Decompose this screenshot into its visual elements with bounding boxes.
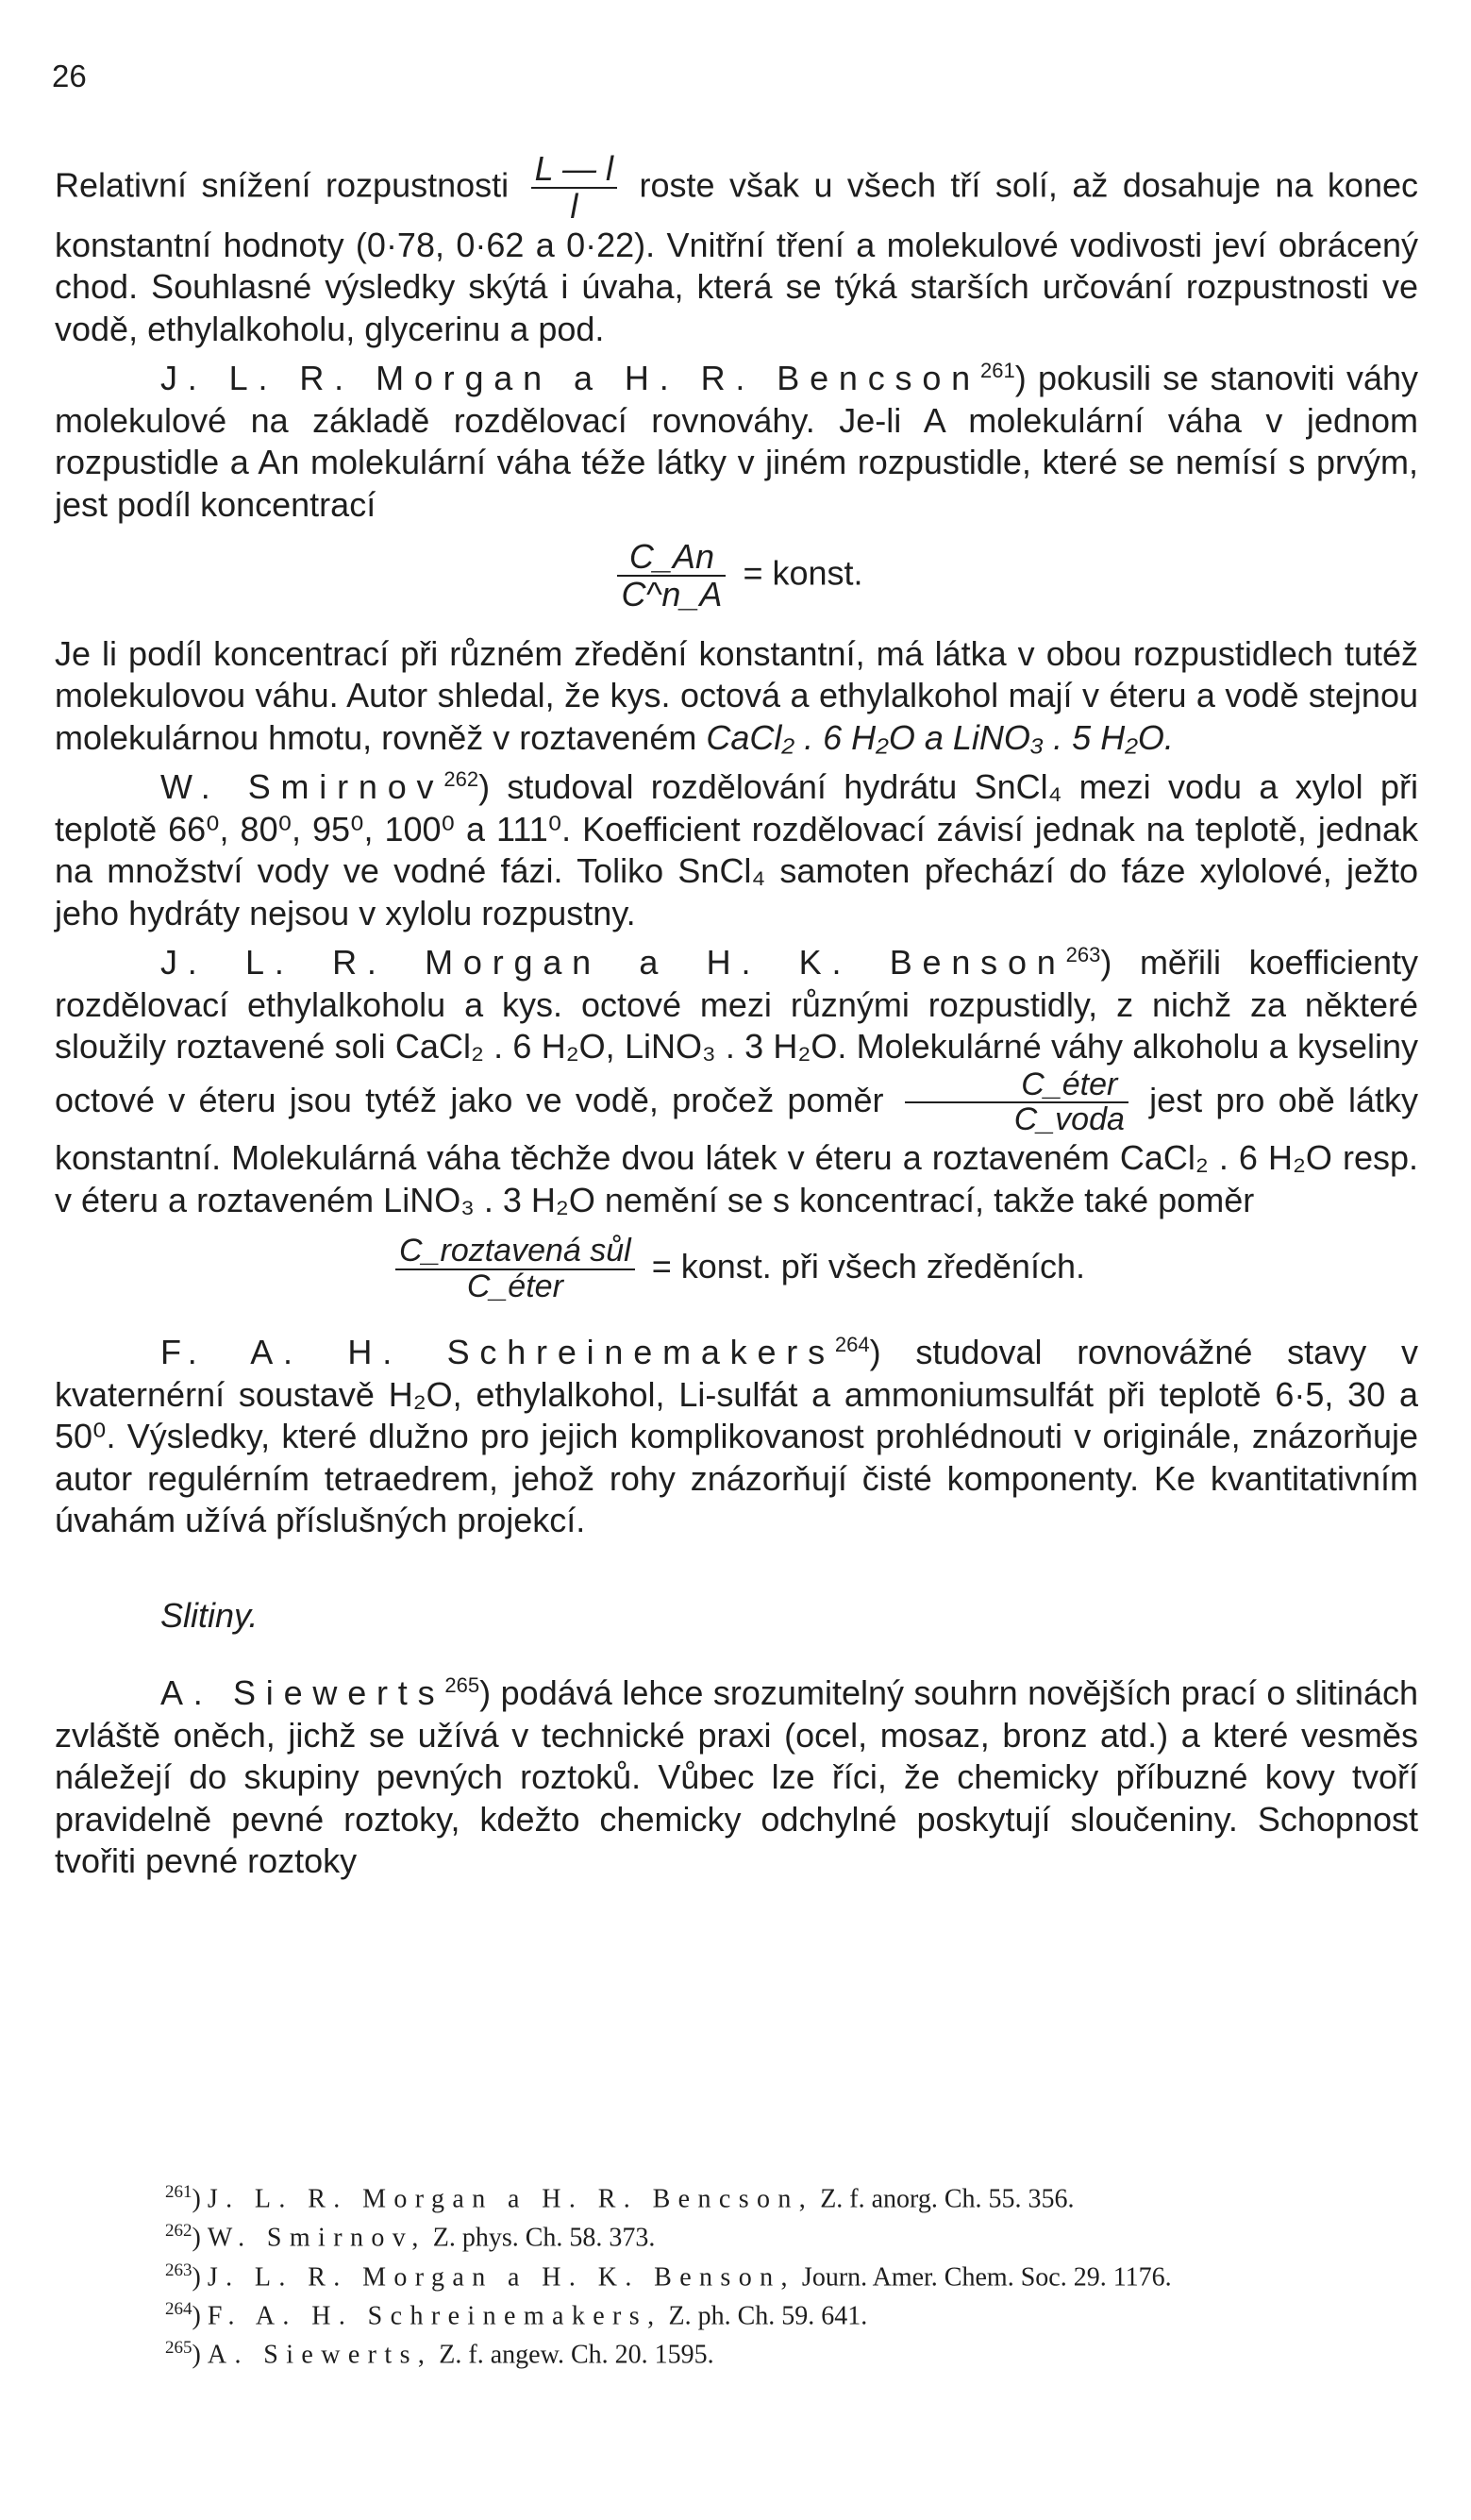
fraction-denominator: C_voda <box>1013 1101 1125 1138</box>
footnote-mark: 262 <box>165 2221 192 2242</box>
text-span: ) studoval rozdělování hydrátu SnCl₄ mezi vodu a xylol při teplotě 66⁰, 80⁰, 95⁰, 100⁰ a 111⁰. Koefficient rozdělovací závisí jednak na teplotě, jednak na množství vody ve vodné fázi. Toliko SnCl₄ samoten přechází do fáze xylolové, ježto jeho hydráty nejsou v xylolu rozpustny. <box>55 767 1418 932</box>
footnote-citation: Z. ph. Ch. 59. 641. <box>668 2301 868 2331</box>
footnote-citation: Journ. Amer. Chem. Soc. 29. 1176. <box>801 2261 1172 2292</box>
footnote-ref: 264 <box>834 1333 870 1357</box>
footnote-ref: 261 <box>979 359 1015 383</box>
author-names: J. L. R. Morgan a H. K. Benson <box>160 943 1066 983</box>
equation-numerator: C_An <box>617 539 726 577</box>
equation-denominator: C_éter <box>466 1268 563 1304</box>
paragraph-siewerts <box>55 1665 1418 1883</box>
footnote-citation: Z. f. anorg. Ch. 55. 356. <box>820 2184 1075 2214</box>
footnote: $^{262}$) W. Smirnov, Z. phys. Ch. 58. 373. <box>165 2221 656 2253</box>
author-names: J. L. R. Morgan a H. R. Bencson <box>160 359 980 398</box>
text-span: ) podává lehce srozumitelný souhrn novějších prací o slitinách zvláště oněch, jichž se užívá v technické praxi (ocel, mosaz, bronz atd.) a které vesměs náležejí do skupiny pevných roztoků. Vůbec lze říci, že chemicky příbuzné kovy tvoří pravidelně pevné roztoky, kdežto chemicky odchylné poskytují sloučeniny. Schopnost tvořiti pevné roztoky <box>55 1673 1418 1881</box>
text-span: Je li podíl koncentrací při různém zředění konstantní, má látka v obou rozpustidlech tutéž molekulovou váhu. Autor shledal, že kys. octová a ethylalkohol mají v éteru a vodě stejnou molekulárnou hmotu, rovněž v roztaveném <box>55 633 1418 757</box>
equation-concentration-ratio <box>55 539 1418 613</box>
footnote-ref: 265 <box>444 1673 480 1698</box>
footnote-authors: W. Smirnov, <box>207 2223 426 2253</box>
equation-rhs: = konst. při všech zředěních. <box>651 1247 1085 1286</box>
page-number: 26 <box>52 59 87 93</box>
body-text <box>55 151 1418 1883</box>
paragraph-morgan-benson <box>55 934 1418 1221</box>
footnote-authors: F. A. H. Schreinemakers, <box>207 2301 662 2331</box>
text-span: Relativní snížení rozpustnosti <box>55 165 510 205</box>
footnotes <box>165 2176 1420 2372</box>
text-span: roste však u všech tří solí, až dosahuje na konec konstantní hodnoty (0·78, 0·62 a 0·22). Vnitřní tření a molekulové vodivosti jeví obrácený chod. Souhlasné výsledky skýtá i úvaha, která se týká starších určování rozpustnosti ve vodě, ethylalkoholu, glycerinu a pod. <box>55 165 1418 348</box>
equation-rhs: = konst. <box>743 553 863 593</box>
equation-fraction <box>617 539 726 613</box>
footnote-mark: 263 <box>165 2260 192 2280</box>
text-span: ) měřili koefficienty rozdělovací ethylalkoholu a kys. octové mezi různými rozpustidly, z nichž za některé sloužily roztavené soli CaCl₂ . 6 H₂O, LiNO₃ . 3 H₂O. Molekulárné váhy alkoholu a kyseliny octové v éteru jsou tytéž jako ve vodě, pročež poměr <box>55 943 1418 1119</box>
footnote-authors: J. L. R. Morgan a H. K. Benson, <box>207 2261 795 2292</box>
footnote-ref: 263 <box>1065 943 1101 967</box>
author-names: W. Smirnov <box>160 767 444 807</box>
fraction-numerator: C_éter <box>905 1068 1128 1104</box>
author-names: A. Siewerts <box>160 1673 445 1713</box>
equation-denominator: C^n_A <box>621 574 723 613</box>
footnote-authors: A. Siewerts, <box>207 2340 433 2370</box>
paragraph-constant-ratio <box>55 633 1418 760</box>
footnote-mark: 265 <box>165 2338 192 2359</box>
footnote-mark: 264 <box>165 2298 192 2319</box>
formula: CaCl₂ . 6 H₂O a LiNO₃ . 5 H₂O. <box>706 717 1174 757</box>
footnote-mark: 261 <box>165 2182 192 2202</box>
equation-fraction <box>395 1235 635 1303</box>
footnote: $^{261}$) J. L. R. Morgan a H. R. Bencson, Z. f. anorg. Ch. 55. 356. <box>165 2182 1075 2214</box>
text-span: ) studoval rovnovážné stavy v kvaternérní soustavě H₂O, ethylalkohol, Li-sulfát a ammoniumsulfát při teplotě 6·5, 30 a 50⁰. Výsledky, které dlužno pro jejich komplikovanost prohlédnouti v originále, znázorňuje autor regulérním tetraedrem, jehož rohy znázorňují čisté komponenty. Ke kvantitativním úvahám užívá příslušných projekcí. <box>55 1333 1418 1540</box>
footnote-citation: Z. f. angew. Ch. 20. 1595. <box>439 2340 714 2370</box>
fraction-relative-decrease <box>531 151 617 225</box>
paragraph-schreinemakers <box>55 1324 1418 1542</box>
equation-molten-salt-ratio <box>55 1235 1418 1303</box>
paragraph-morgan-bencson <box>55 350 1418 526</box>
fraction-ether-water <box>905 1068 1128 1137</box>
footnote: $^{264}$) F. A. H. Schreinemakers, Z. ph. Ch. 59. 641. <box>165 2298 868 2331</box>
paragraph-solubility <box>55 151 1418 350</box>
footnote-ref: 262 <box>443 767 479 792</box>
section-title: Slitiny. <box>160 1595 259 1635</box>
footnote: $^{265}$) A. Siewerts, Z. f. angew. Ch. 20. 1595. <box>165 2338 714 2370</box>
text-span: jest pro obě látky konstantní. Molekulárná váha těchže dvou látek v éteru a roztaveném CaCl₂ . 6 H₂O resp. v éteru a roztaveném LiNO₃ . 3 H₂O nemění se s koncentrací, takže také poměr <box>55 1080 1418 1219</box>
paragraph-smirnov <box>55 759 1418 934</box>
footnote-authors: J. L. R. Morgan a H. R. Bencson, <box>207 2184 814 2214</box>
fraction-denominator: l <box>570 186 578 226</box>
footnote-citation: Z. phys. Ch. 58. 373. <box>432 2223 656 2253</box>
equation-numerator: C_roztavená sůl <box>395 1235 635 1270</box>
text-span: ) pokusili se stanoviti váhy molekulové na základě rozdělovací rovnováhy. Je-li A molekulární váha v jednom rozpustidle a An molekulární váha téže látky v jiném rozpustidle, které se nemísí s prvým, jest podíl koncentrací <box>55 359 1419 524</box>
fraction-numerator: L — l <box>531 151 617 189</box>
author-names: F. A. H. Schreinemakers <box>160 1333 835 1372</box>
footnote: $^{263}$) J. L. R. Morgan a H. K. Benson, Journ. Amer. Chem. Soc. 29. 1176. <box>165 2260 1172 2292</box>
